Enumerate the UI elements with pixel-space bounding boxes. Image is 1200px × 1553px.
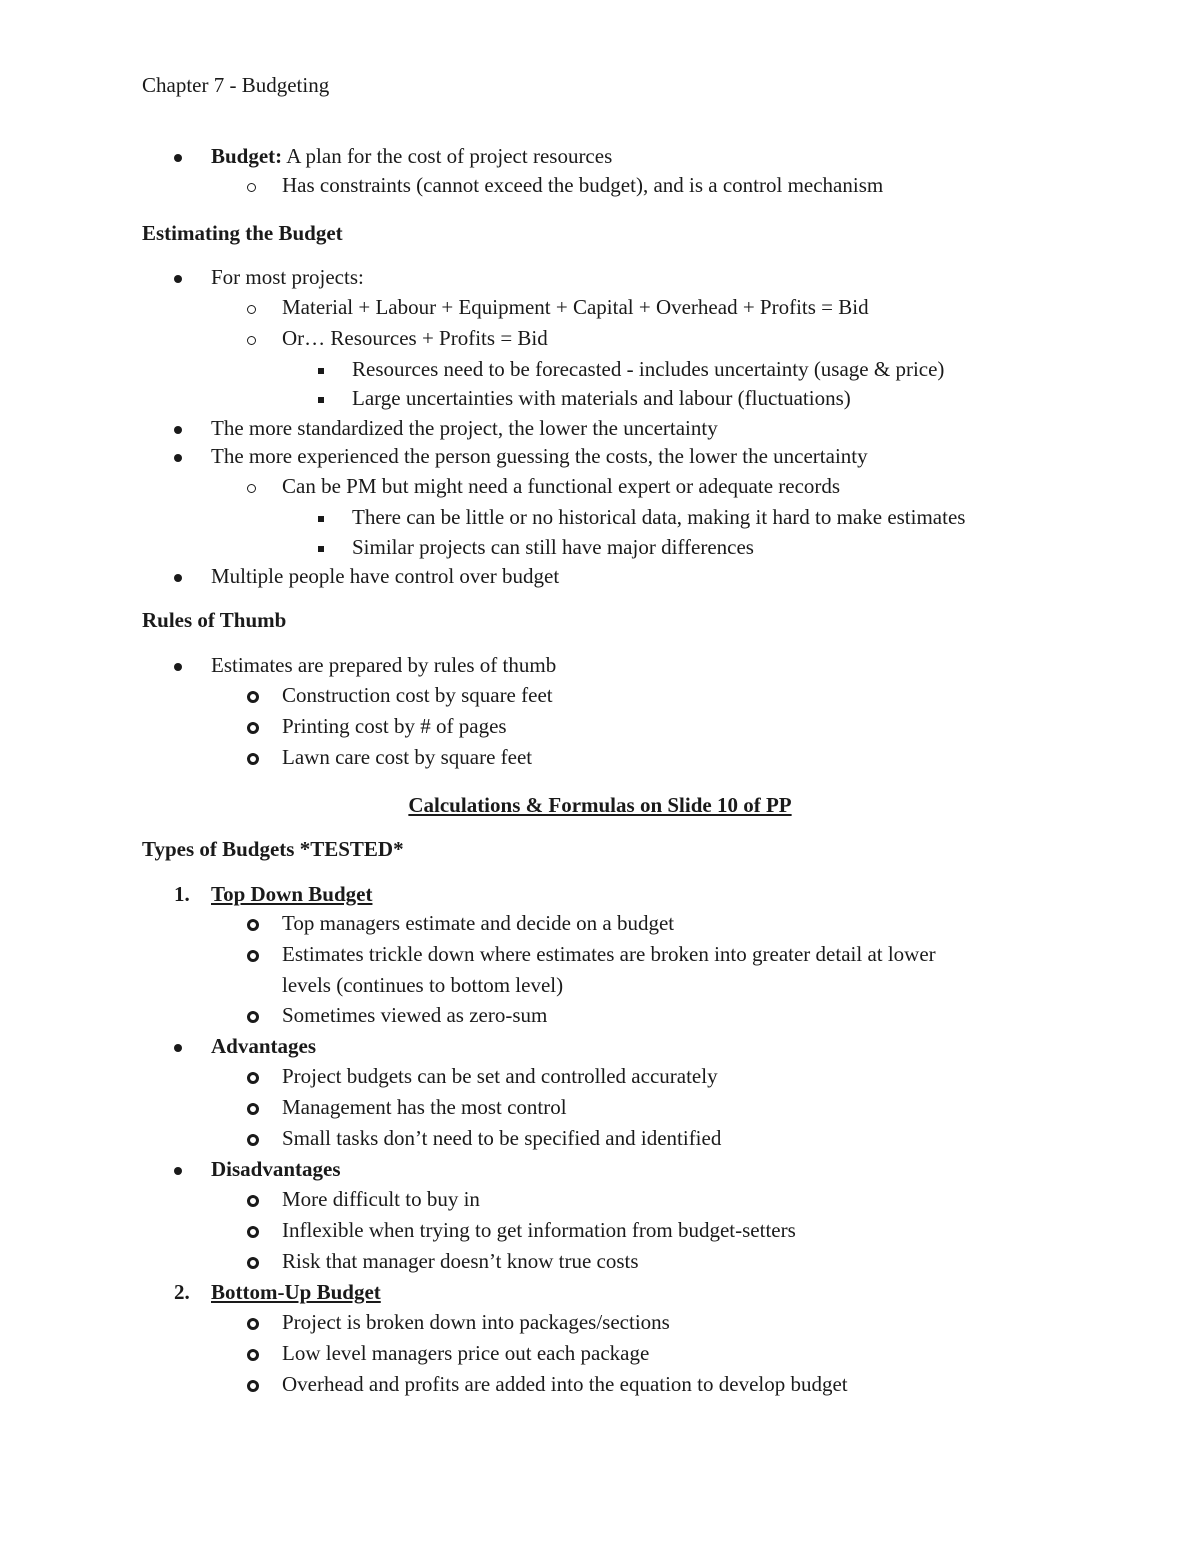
subheading-bottom-up: Bottom-Up Budget (211, 1280, 381, 1304)
list-item: For most projects: (211, 265, 364, 289)
budget-definition-text: A plan for the cost of project resources (282, 144, 613, 168)
section-heading-estimating: Estimating the Budget (142, 221, 343, 245)
budget-definition (211, 143, 612, 169)
bullet-ring (247, 325, 256, 351)
bullet-square (318, 385, 324, 411)
list-item: More difficult to buy in (282, 1187, 480, 1211)
list-item: There can be little or no historical data, making it hard to make estimates (352, 505, 966, 529)
list-item: Overhead and profits are added into the equation to develop budget (282, 1372, 848, 1396)
bullet-ring-bold (247, 744, 259, 770)
bullet-ring-bold (247, 910, 259, 936)
bullet-dot (174, 1156, 182, 1182)
list-item: Large uncertainties with materials and labour (fluctuations) (352, 386, 851, 410)
budget-term: Budget: (211, 144, 283, 168)
list-item: Multiple people have control over budget (211, 564, 560, 588)
list-item: Inflexible when trying to get information from budget-setters (282, 1218, 796, 1242)
bullet-dot (174, 443, 182, 469)
bullet-ring-bold (247, 1217, 259, 1243)
list-item: Project budgets can be set and controlled accurately (282, 1064, 718, 1088)
list-item: Estimates trickle down where estimates are broken into greater detail at lower (282, 942, 936, 966)
list-item: Printing cost by # of pages (282, 714, 507, 738)
bullet-dot (174, 652, 182, 678)
bullet-ring-bold (247, 1094, 259, 1120)
subheading-top-down: Top Down Budget (211, 882, 373, 906)
list-item: Top managers estimate and decide on a budget (282, 911, 675, 935)
bullet-ring-bold (247, 1063, 259, 1089)
list-item: Sometimes viewed as zero-sum (282, 1003, 548, 1027)
bullet-ring-bold (247, 1186, 259, 1212)
bullet-ring (247, 294, 256, 320)
list-item: Lawn care cost by square feet (282, 745, 533, 769)
bullet-ring-bold (247, 1125, 259, 1151)
bullet-ring-bold (247, 1309, 259, 1335)
bullet-square (318, 356, 324, 382)
bullet-ring-bold (247, 941, 259, 967)
bullet-ring-bold (247, 1248, 259, 1274)
list-item: Or… Resources + Profits = Bid (282, 326, 548, 350)
list-item: Estimates are prepared by rules of thumb (211, 653, 557, 677)
page-title: Chapter 7 - Budgeting (142, 73, 330, 97)
list-item: Low level managers price out each package (282, 1341, 650, 1365)
list-item: Material + Labour + Equipment + Capital + Overhead + Profits = Bid (282, 295, 869, 319)
list-item-continuation: levels (continues to bottom level) (282, 973, 564, 997)
list-item: Project is broken down into packages/sections (282, 1310, 670, 1334)
bullet-ring (247, 172, 256, 198)
list-item: Small tasks don’t need to be specified and identified (282, 1126, 722, 1150)
bullet-ring-bold (247, 1002, 259, 1028)
list-item: Management has the most control (282, 1095, 567, 1119)
bullet-square (318, 504, 324, 530)
bullet-ring (247, 473, 256, 499)
bullet-dot (174, 143, 182, 169)
bullet-ring-bold (247, 1371, 259, 1397)
section-heading-rules: Rules of Thumb (142, 608, 287, 632)
bullet-dot (174, 1033, 182, 1059)
list-number: 1. (174, 882, 190, 906)
bullet-dot (174, 563, 182, 589)
list-item: The more experienced the person guessing the costs, the lower the uncertainty (211, 444, 868, 468)
list-item: Construction cost by square feet (282, 683, 553, 707)
list-item: Can be PM but might need a functional expert or adequate records (282, 474, 841, 498)
bullet-ring-bold (247, 1340, 259, 1366)
bullet-ring-bold (247, 682, 259, 708)
bullet-square (318, 534, 324, 560)
bullet-dot (174, 415, 182, 441)
list-item: Risk that manager doesn’t know true costs (282, 1249, 639, 1273)
list-item: The more standardized the project, the lower the uncertainty (211, 416, 718, 440)
subheading-advantages: Advantages (211, 1034, 317, 1058)
bullet-dot (174, 264, 182, 290)
list-number: 2. (174, 1280, 190, 1304)
list-item: Resources need to be forecasted - includes uncertainty (usage & price) (352, 357, 945, 381)
list-item: Similar projects can still have major differences (352, 535, 754, 559)
bullet-ring-bold (247, 713, 259, 739)
calculations-heading: Calculations & Formulas on Slide 10 of PP (408, 793, 792, 817)
subheading-disadvantages: Disadvantages (211, 1157, 341, 1181)
section-heading-types: Types of Budgets *TESTED* (142, 837, 404, 861)
list-item: Has constraints (cannot exceed the budget), and is a control mechanism (282, 173, 884, 197)
